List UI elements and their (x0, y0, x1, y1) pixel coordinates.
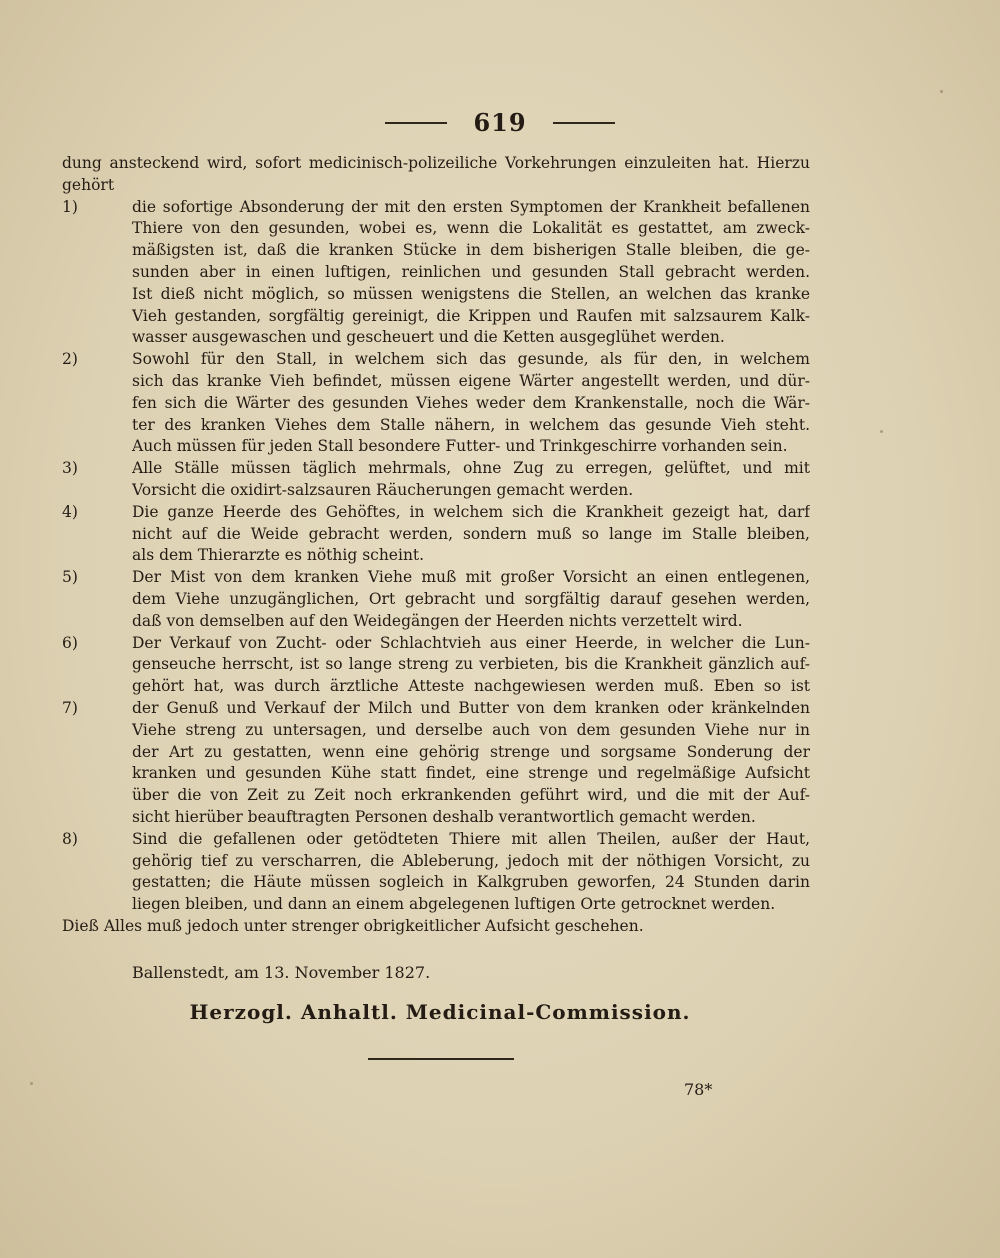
document-body (62, 153, 810, 938)
closing-line: Dieß Alles muß jedoch unter strenger obrigkeitlicher Aufsicht geschehen. (62, 916, 644, 935)
list-item-text: Alle Ställe müssen täglich mehrmals, ohne Zug zu erregen, gelüftet, und mit (132, 459, 810, 478)
header-rule-left (385, 122, 447, 124)
list-item-text: gestatten; die Häute müssen sogleich in Kalkgruben geworfen, 24 Stunden darin (132, 873, 810, 892)
list-item-number: 4) (62, 502, 78, 521)
list-item-first-line (62, 633, 810, 655)
intro-line: dung ansteckend wird, sofort medicinisch-polizeiliche Vorkehrungen einzuleiten hat. Hierzu (62, 154, 810, 172)
paper-speck (30, 1082, 33, 1085)
list-item-first-line (62, 502, 810, 524)
list-item-text: Ist dieß nicht möglich, so müssen wenigstens die Stellen, an welchen das kranke (132, 284, 810, 303)
closing-rule (368, 1058, 514, 1060)
list-item-first-line (62, 197, 810, 219)
list-item-first-line (62, 349, 810, 371)
list-item-text: sunden aber in einen luftigen, reinlichen und gesunden Stall gebracht werden. (132, 262, 810, 281)
list-item-first-line (62, 567, 810, 589)
list-item-text: Sowohl für den Stall, in welchem sich das gesunde, als für den, in welchem (132, 350, 810, 369)
list-item-text: der Art zu gestatten, wenn eine gehörig strenge und sorgsame Sonderung der (132, 742, 810, 761)
list-item-number: 5) (62, 568, 78, 587)
place-date: Ballenstedt, am 13. November 1827. (132, 963, 431, 982)
list-item-text: Vieh gestanden, sorgfältig gereinigt, die Krippen und Raufen mit salzsaurem Kalk- (132, 306, 810, 325)
list-item-text: Vorsicht die oxidirt-salzsauren Räucherungen gemacht werden. (132, 480, 634, 499)
list-item-text: als dem Thierarzte es nöthig scheint. (132, 546, 425, 565)
list-item-first-line (62, 458, 810, 480)
list-item-number: 8) (62, 829, 78, 848)
numbered-list (62, 197, 810, 916)
page-number: 619 (473, 108, 527, 137)
list-item-text: daß von demselben auf den Weidegängen der Heerden nichts verzettelt wird. (132, 611, 743, 630)
list-item-text: dem Viehe unzugänglichen, Ort gebracht und sorgfältig darauf gesehen werden, (132, 589, 810, 608)
list-item-text: Auch müssen für jeden Stall besondere Futter- und Trinkgeschirre vorhanden sein. (132, 437, 788, 456)
list-item-text: Der Mist von dem kranken Viehe muß mit großer Vorsicht an einen entlegenen, (132, 568, 810, 587)
list-item-text: ter des kranken Viehes dem Stalle nähern, in welchem das gesunde Vieh steht. (132, 415, 810, 434)
list-item-text: sicht hierüber beauftragten Personen deshalb verantwortlich gemacht werden. (132, 807, 756, 826)
paper-speck (940, 90, 943, 93)
list-item-number: 1) (62, 197, 78, 216)
list-item-text: der Genuß und Verkauf der Milch und Butter von dem kranken oder kränkelnden (132, 698, 810, 717)
list-item-text: Viehe streng zu untersagen, und derselbe auch von dem gesunden Viehe nur in (132, 720, 810, 739)
list-item-text: fen sich die Wärter des gesunden Viehes weder dem Krankenstalle, noch die Wär- (132, 393, 810, 412)
list-item-text: die sofortige Absonderung der mit den ersten Symptomen der Krankheit befallenen (132, 197, 810, 216)
list-item-text: wasser ausgewaschen und gescheuert und die Ketten ausgeglühet werden. (132, 328, 725, 347)
list-item-number: 7) (62, 698, 78, 717)
list-item-text: sich das kranke Vieh befindet, müssen eigene Wärter angestellt werden, und dür- (132, 371, 810, 390)
list-item-number: 2) (62, 350, 78, 369)
list-item-text: über die von Zeit zu Zeit noch erkrankenden geführt wird, und die mit der Auf- (132, 786, 810, 805)
list-item-text: Die ganze Heerde des Gehöftes, in welchem sich die Krankheit gezeigt hat, darf (132, 502, 810, 521)
list-item-text: Sind die gefallenen oder getödteten Thiere mit allen Theilen, außer der Haut, (132, 829, 810, 848)
list-item-text: Der Verkauf von Zucht- oder Schlachtvieh aus einer Heerde, in welcher die Lun- (132, 633, 810, 652)
list-item-text: gehörig tief zu verscharren, die Ableberung, jedoch mit der nöthigen Vorsicht, zu (132, 851, 810, 870)
signature-mark: 78* (684, 1080, 713, 1099)
intro-line: gehört (62, 175, 115, 194)
list-item-number: 6) (62, 633, 78, 652)
list-item-first-line (62, 829, 810, 851)
list-item-text: kranken und gesunden Kühe statt findet, eine strenge und regelmäßige Aufsicht (132, 764, 810, 783)
list-item-text: genseuche herrscht, ist so lange streng zu verbieten, bis die Krankheit gänzlich auf- (132, 655, 810, 674)
list-item-number: 3) (62, 459, 78, 478)
list-item-first-line (62, 698, 810, 720)
header-rule-right (553, 122, 615, 124)
page-header (0, 108, 1000, 137)
list-item-text: liegen bleiben, und dann an einem abgelegenen luftigen Orte getrocknet werden. (132, 895, 776, 914)
list-item-text: Thiere von den gesunden, wobei es, wenn die Lokalität es gestattet, am zweck- (132, 219, 810, 238)
paper-speck (880, 430, 883, 433)
signature: Herzogl. Anhaltl. Medicinal-Commission. (189, 1000, 691, 1024)
list-item-text: nicht auf die Weide gebracht werden, sondern muß so lange im Stalle bleiben, (132, 524, 810, 543)
list-item-text: mäßigsten ist, daß die kranken Stücke in dem bisherigen Stalle bleiben, die ge- (132, 241, 810, 260)
list-item-text: gehört hat, was durch ärztliche Atteste nachgewiesen werden muß. Eben so ist (132, 677, 810, 696)
